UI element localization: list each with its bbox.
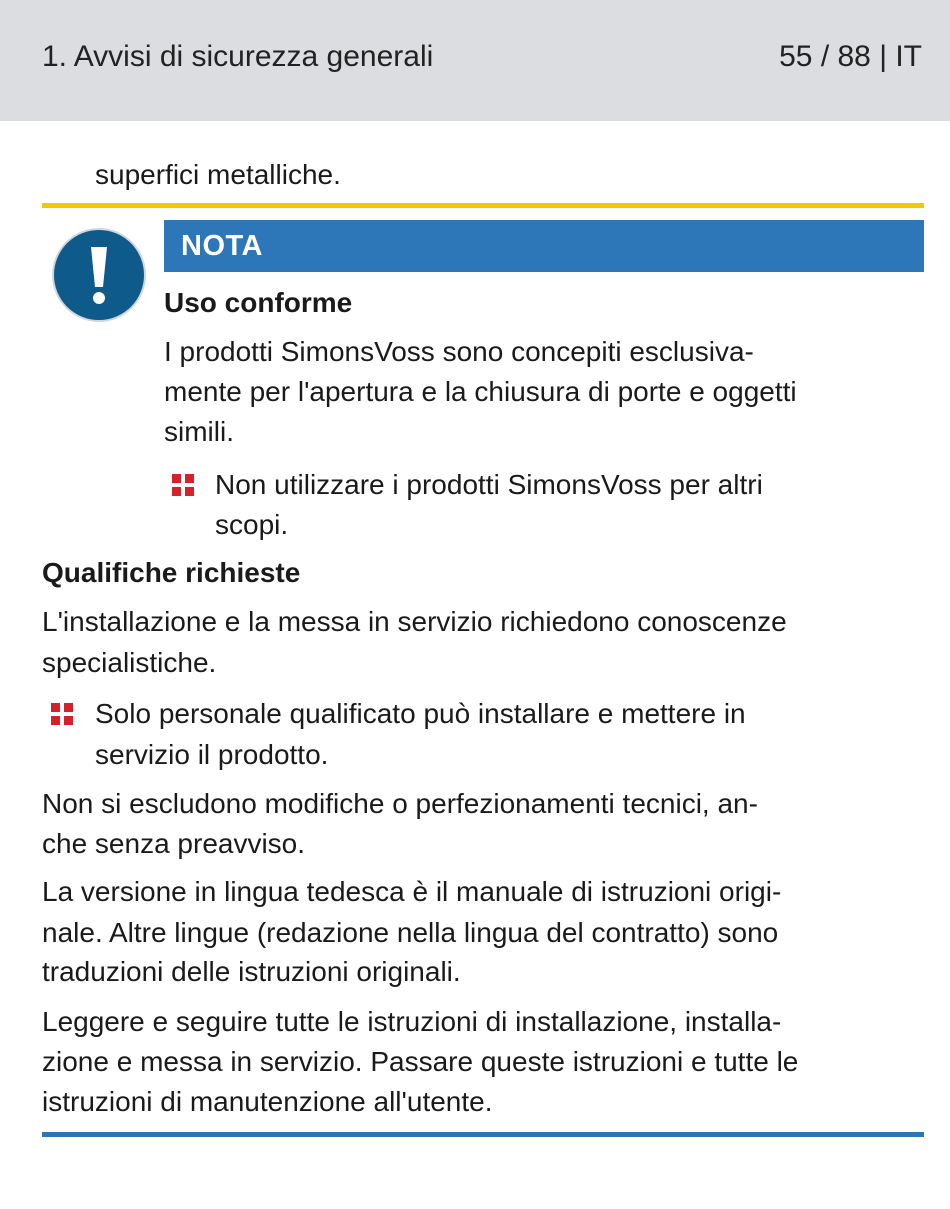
language-paragraph-line: nale. Altre lingue (redazione nella lingua del contratto) sono bbox=[42, 917, 779, 948]
continuation-text: superfici metalliche. bbox=[95, 159, 341, 190]
note-bullet-line: scopi. bbox=[215, 509, 289, 540]
note-label-bar: NOTA bbox=[164, 220, 924, 272]
changes-paragraph-line: Non si escludono modifiche o perfezionamenti tecnici, an- bbox=[42, 788, 758, 819]
instructions-paragraph-line: zione e messa in servizio. Passare queste istruzioni e tutte le bbox=[42, 1046, 799, 1077]
qualifications-bullet-line: servizio il prodotto. bbox=[95, 739, 329, 770]
instructions-paragraph-line: istruzioni di manutenzione all'utente. bbox=[42, 1086, 493, 1117]
note-bullet-line: Non utilizzare i prodotti SimonsVoss per altri bbox=[215, 469, 763, 500]
note-body-line: mente per l'apertura e la chiusura di porte e oggetti bbox=[164, 376, 797, 407]
changes-paragraph-line: che senza preavviso. bbox=[42, 828, 306, 859]
note-heading: Uso conforme bbox=[164, 287, 353, 318]
language-paragraph-line: traduzioni delle istruzioni originali. bbox=[42, 956, 461, 987]
instructions-paragraph-line: Leggere e seguire tutte le istruzioni di installazione, installa- bbox=[42, 1006, 782, 1037]
language-paragraph-line: La versione in lingua tedesca è il manuale di istruzioni origi- bbox=[42, 876, 782, 907]
qualifications-body-line: specialistiche. bbox=[42, 647, 217, 678]
qualifications-bullet-line: Solo personale qualificato può installare e mettere in bbox=[95, 698, 746, 729]
qualifications-heading: Qualifiche richieste bbox=[42, 557, 301, 588]
page-number: 55 / 88 | IT bbox=[779, 40, 922, 73]
note-body-line: simili. bbox=[164, 416, 234, 447]
bullet-icon bbox=[51, 703, 73, 725]
qualifications-body-line: L'installazione e la messa in servizio richiedono conoscenze bbox=[42, 606, 787, 637]
blue-divider bbox=[42, 1132, 924, 1137]
page-header bbox=[0, 0, 950, 121]
section-title: 1. Avvisi di sicurezza generali bbox=[42, 40, 434, 73]
exclamation-circle-icon bbox=[51, 227, 147, 323]
note-body-line: I prodotti SimonsVoss sono concepiti esclusiva- bbox=[164, 336, 754, 367]
yellow-divider bbox=[42, 203, 924, 208]
bullet-icon bbox=[172, 474, 194, 496]
